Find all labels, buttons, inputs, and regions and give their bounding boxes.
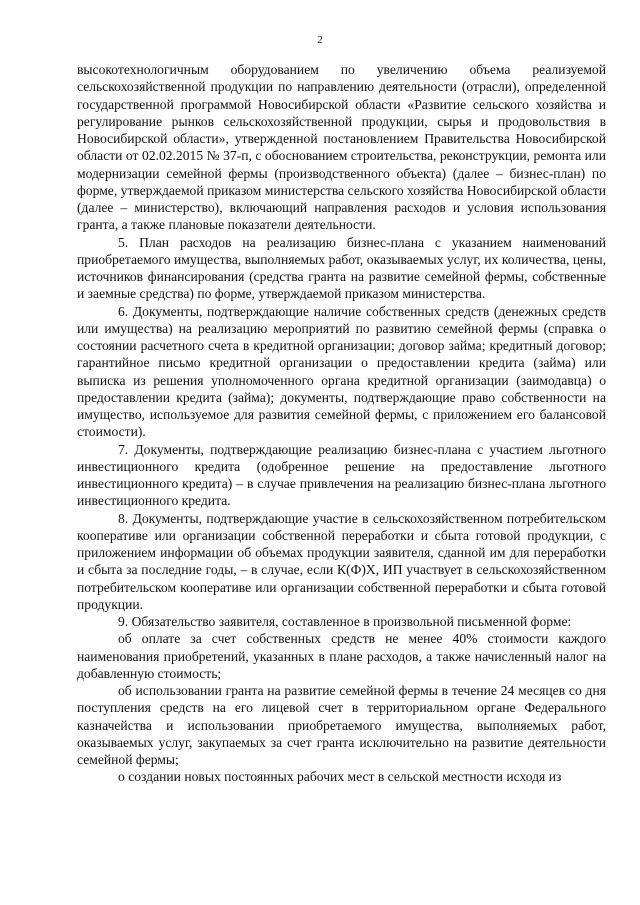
paragraph-item-5: 5. План расходов на реализацию бизнес-плана с указанием наименований приобретаемого имущества, выполняемых работ, оказываемых услуг, их количества, цены, источников финансирования (средства гранта на развитие семейной фермы, собственные и заемные средства) по форме, утверждаемой приказом министерства.: [77, 234, 606, 302]
paragraph-item-7: 7. Документы, подтверждающие реализацию бизнес-плана с участием льготного инвестиционного кредита (одобренное решение на предоставление льготного инвестиционного кредита) – в случае привлечения на реализацию бизнес-плана льготного инвестиционного кредита.: [77, 441, 606, 509]
paragraph-obligation-jobs: о создании новых постоянных рабочих мест в сельской местности исходя из: [118, 769, 562, 785]
paragraph-item-9: 9. Обязательство заявителя, составленное в произвольной письменной форме:: [118, 614, 572, 629]
paragraph-obligation-grant-use: об использовании гранта на развитие семейной фермы в течение 24 месяцев со дня поступления средств на его лицевой счет в территориальном органе Федерального казначейства и использовании приобретаемого имущества, выполняемых работ, оказываемых услуг, закупаемых за счет гранта исключительно на развитие деятельности семейной фермы;: [77, 683, 606, 767]
document-body: [77, 61, 606, 786]
paragraph-item-6: 6. Документы, подтверждающие наличие собственных средств (денежных средств или имущества) на реализацию мероприятий по развитию семейной фермы (справка о состоянии расчетного счета в кредитной организации; договор займа; кредитный договор; гарантийное письмо кредитной организации о предоставлении кредита (займа) или выписка из решения уполномоченного органа кредитной организации (заимодавца) о предоставлении кредита (займа); документы, подтверждающие право собственности на имущество, используемое для развития семейной фермы, с приложением его балансовой стоимости).: [77, 303, 606, 440]
paragraph-item-8: 8. Документы, подтверждающие участие в сельскохозяйственном потребительском кооперативе или организации собственной переработки и сбыта готовой продукции, с приложением информации об объемах продукции заявителя, сданной им для переработки и сбыта за последние годы, – в случае, если К(Ф)Х, ИП участвует в сельскохозяйственном потребительском кооперативе или организации собственной переработки и сбыта готовой продукции.: [77, 510, 606, 612]
paragraph-continuation: высокотехнологичным оборудованием по увеличению объема реализуемой сельскохозяйственной продукции по направлению деятельности (отрасли), определенной государственной программой Новосибирской области «Развитие сельского хозяйства и регулирование рынков сельскохозяйственной продукции, сырья и продовольствия в Новосибирской области», утвержденной постановлением Правительства Новосибирской области от 02.02.2015 № 37-п, с обоснованием строительства, реконструкции, ремонта или модернизации семейной фермы (производственного объекта) (далее – бизнес-план) по форме, утверждаемой приказом министерства сельского хозяйства Новосибирской области (далее – министерство), включающий направления расходов и условия использования гранта, а также плановые показатели деятельности.: [77, 62, 606, 233]
paragraph-obligation-payment: об оплате за счет собственных средств не менее 40% стоимости каждого наименования приобретений, указанных в плане расходов, а также начисленный налог на добавленную стоимость;: [77, 631, 606, 681]
page-number: 2: [317, 34, 323, 46]
